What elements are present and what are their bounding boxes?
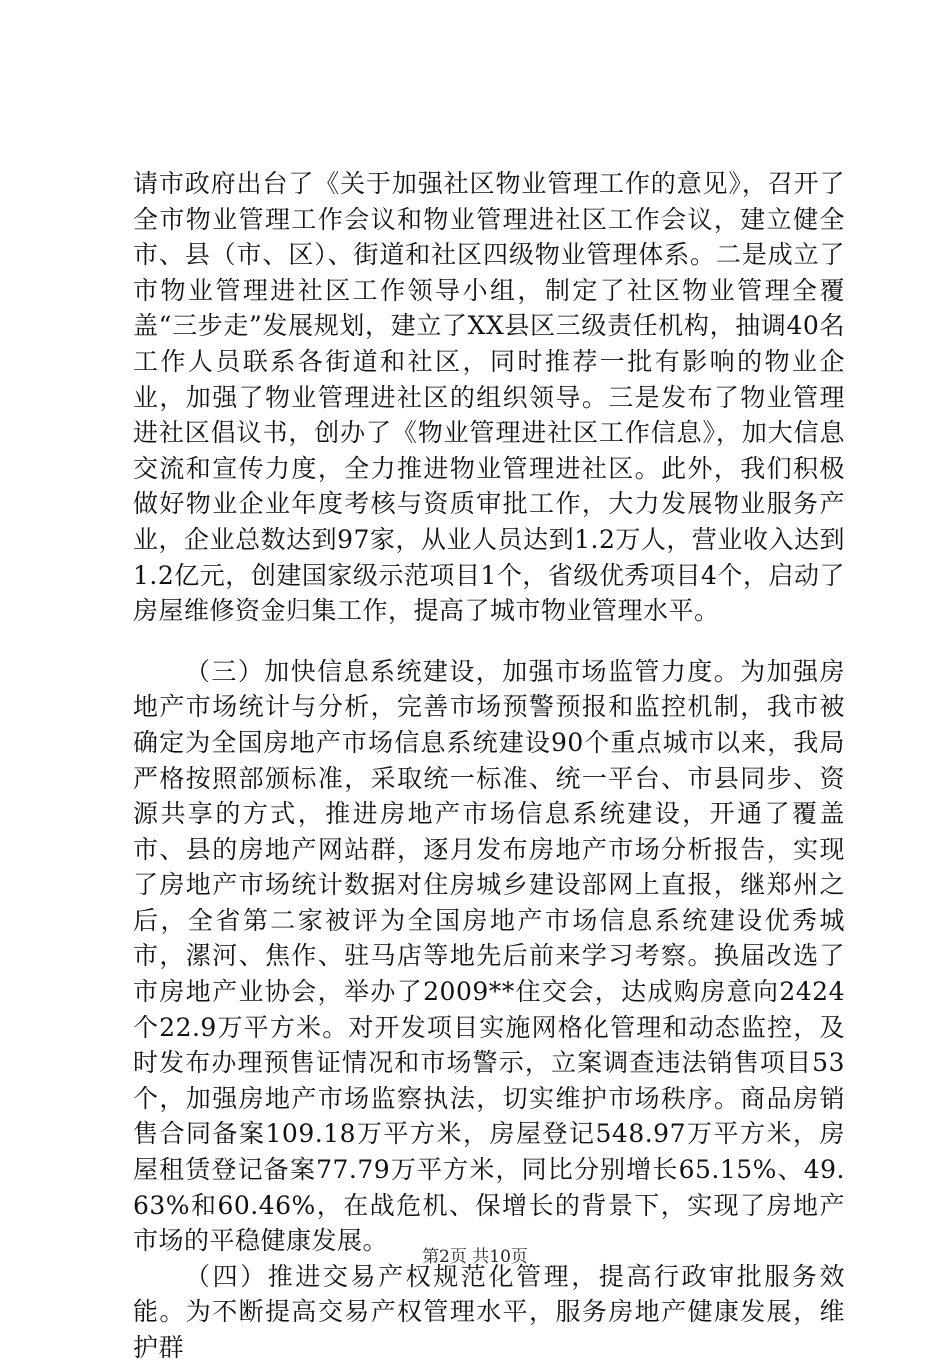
document-body (133, 166, 845, 1366)
paragraph-transaction-property-rights: （四）推进交易产权规范化管理，提高行政审批服务效能。为不断提高交易产权管理水平，服务房地产健康发展，维护群 (133, 1261, 845, 1362)
paragraph-property-management: 请市政府出台了《关于加强社区物业管理工作的意见》，召开了全市物业管理工作会议和物业管理进社区工作会议，建立健全市、县（市、区）、街道和社区四级物业管理体系。二是成立了市物业管理进社区工作领导小组，制定了社区物业管理全覆盖“三步走”发展规划，建立了XX县区三级责任机构，抽调40名工作人员联系各街道和社区，同时推荐一批有影响的物业企业，加强了物业管理进社区的组织领导。三是发布了物业管理进社区倡议书，创办了《物业管理进社区工作信息》，加大信息交流和宣传力度，全力推进物业管理进社区。此外，我们积极做好物业企业年度考核与资质审批工作，大力发展物业服务产业，企业总数达到97家，从业人员达到1.2万人，营业收入达到1.2亿元，创建国家级示范项目1个，省级优秀项目4个，启动了房屋维修资金归集工作，提高了城市物业管理水平。 (133, 169, 845, 626)
page-footer (0, 1247, 950, 1267)
paragraph-information-system: （三）加快信息系统建设，加强市场监管力度。为加强房地产市场统计与分析，完善市场预警预报和监控机制，我市被确定为全国房地产市场信息系统建设90个重点城市以来，我局严格按照部颁标准，采取统一标准、统一平台、市县同步、资源共享的方式，推进房地产市场信息系统建设，开通了覆盖市、县的房地产网站群，逐月发布房地产市场分析报告，实现了房地产市场统计数据对住房城乡建设部网上直报，继郑州之后，全省第二家被评为全国房地产市场信息系统建设优秀城市，漯河、焦作、驻马店等地先后前来学习考察。换届改选了市房地产业协会，举办了2009**住交会，达成购房意向2424个22.9万平方米。对开发项目实施网格化管理和动态监控，及时发布办理预售证情况和市场警示，立案调查违法销售项目53个，加强房地产市场监察执法，切实维护市场秩序。商品房销售合同备案109.18万平方米，房屋登记548.97万平方米，房屋租赁登记备案77.79万平方米，同比分别增长65.15%、49.63%和60.46%，在战危机、保增长的背景下，实现了房地产市场的平稳健康发展。 (133, 656, 845, 1256)
page-number: 第2页 共10页 (422, 1247, 528, 1267)
